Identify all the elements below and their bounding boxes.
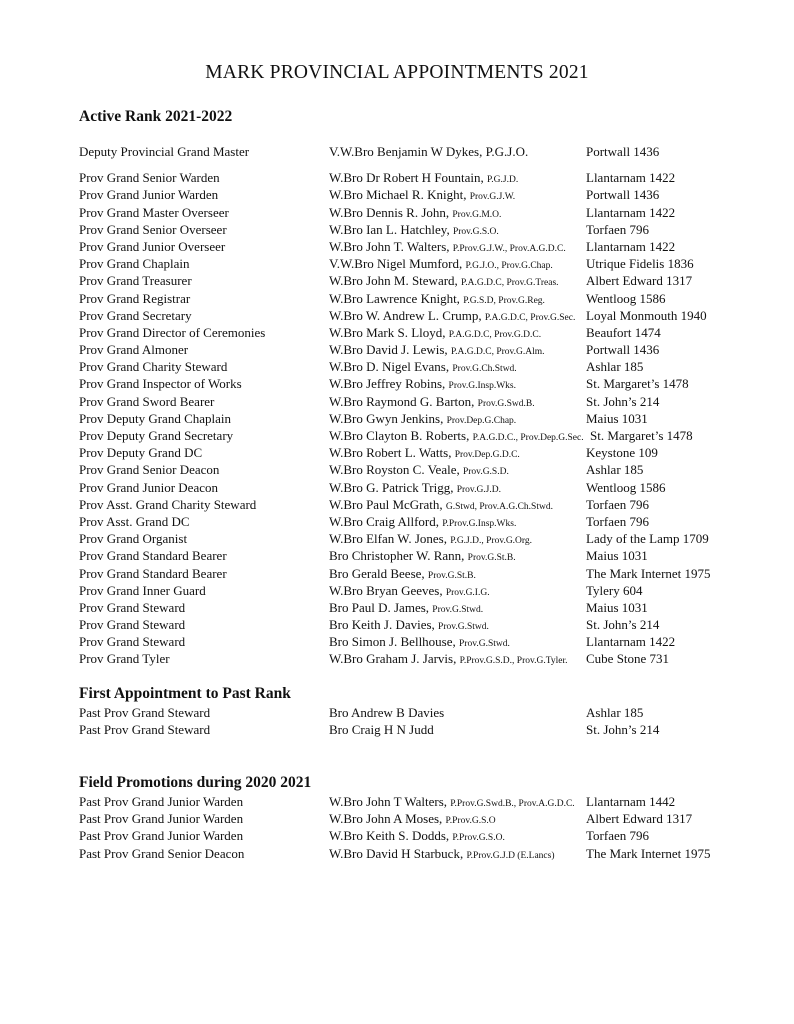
lodge: Ashlar 185 — [586, 705, 644, 720]
appointee — [329, 845, 555, 865]
appointee-honours: P.Prov.G.S.O. — [452, 833, 505, 844]
appointee-name: W.Bro Clayton B. Roberts, — [329, 428, 473, 443]
office-title: Prov Asst. Grand DC — [79, 513, 190, 529]
appointee-name: W.Bro Mark S. Lloyd, — [329, 324, 449, 340]
lodge: The Mark Internet 1975 — [586, 845, 711, 861]
lodge: St. Margaret’s 1478 — [590, 428, 693, 443]
office-title: Prov Grand Steward — [79, 617, 186, 633]
office-title: Prov Grand Junior Warden — [79, 187, 219, 203]
office-title: Prov Grand Junior Deacon — [79, 479, 218, 495]
lodge: Llantarnam 1422 — [586, 634, 676, 650]
lodge: Maius 1031 — [586, 410, 648, 426]
appointee-honours: Prov.G.Stwd. — [459, 639, 510, 650]
appointee-honours: P.A.G.D.C, Prov.G.Treas. — [461, 278, 559, 289]
appointee-honours: P.G.J.D., Prov.G.Org. — [450, 536, 533, 547]
section-heading-field-promotions: Field Promotions during 2020 2021 — [79, 774, 312, 791]
office-title: Prov Grand Secretary — [79, 307, 192, 323]
office-title: Past Prov Grand Junior Warden — [79, 811, 244, 827]
lodge: St. John’s 214 — [586, 393, 660, 409]
appointee-name: W.Bro Royston C. Veale, — [329, 462, 463, 478]
office-title: Prov Grand Inspector of Works — [79, 376, 242, 392]
appointee-name: W.Bro Jeffrey Robins, — [329, 376, 449, 392]
lodge: Ashlar 185 — [586, 359, 644, 375]
lodge: Albert Edward 1317 — [586, 811, 693, 827]
appointee-honours: P.A.G.D.C, Prov.G.Sec. — [484, 312, 576, 323]
office-title: Prov Grand Standard Bearer — [79, 548, 227, 564]
appointee-honours: P.Prov.G.J.D (E.Lancs) — [466, 850, 555, 861]
lodge: Ashlar 185 — [586, 462, 644, 478]
office-title: Prov Grand Almoner — [79, 342, 189, 358]
appointee-honours: Prov.G.Insp.Wks. — [448, 381, 516, 392]
office-title: Prov Grand Organist — [79, 531, 188, 547]
appointee-honours: Prov.G.Swd.B. — [477, 398, 535, 409]
appointee-honours: Prov.G.M.O. — [452, 209, 502, 220]
lodge: Portwall 1436 — [586, 187, 660, 203]
appointee-honours: Prov.G.S.O. — [452, 226, 499, 237]
office-title: Prov Grand Junior Overseer — [79, 238, 226, 254]
lodge: Portwall 1436 — [586, 144, 660, 159]
office-title: Prov Asst. Grand Charity Steward — [79, 496, 257, 512]
appointee-honours: Prov.G.J.W. — [469, 192, 516, 203]
office-title: Prov Grand Registrar — [79, 290, 191, 306]
office-title: Past Prov Grand Senior Deacon — [79, 845, 245, 861]
lodge: St. Margaret’s 1478 — [586, 376, 689, 392]
appointee-honours: P.Prov.G.Insp.Wks. — [442, 518, 517, 529]
appointee-name: W.Bro Michael R. Knight, — [329, 187, 470, 203]
appointee-honours: P.A.G.D.C., Prov.Dep.G.Sec. — [472, 433, 584, 443]
lodge: Keystone 109 — [586, 445, 658, 461]
office-title: Prov Grand Tyler — [79, 651, 170, 667]
lodge: The Mark Internet 1975 — [586, 565, 711, 581]
appointee-name: W.Bro Paul McGrath, — [329, 496, 446, 512]
appointee-honours: P.Prov.G.S.O — [445, 816, 496, 827]
lodge: Torfaen 796 — [586, 513, 649, 529]
lodge: St. John’s 214 — [586, 617, 660, 633]
lodge: St. John’s 214 — [586, 722, 660, 738]
office-title: Prov Grand Master Overseer — [79, 204, 229, 220]
office-title: Prov Grand Steward — [79, 599, 186, 615]
appointee-name: W.Bro Bryan Geeves, — [329, 582, 446, 598]
appointee-name: Bro Paul D. James, — [329, 599, 433, 615]
office-title: Prov Deputy Grand Chaplain — [79, 410, 232, 426]
office-title: Prov Grand Senior Warden — [79, 170, 220, 186]
appointee-name: W.Bro Keith S. Dodds, — [329, 828, 453, 844]
appointee-honours: P.Prov.G.S.D., Prov.G.Tyler. — [459, 656, 568, 667]
office-title: Deputy Provincial Grand Master — [79, 144, 250, 159]
appointee-honours: Prov.G.Ch.Stwd. — [452, 364, 517, 375]
lodge: Torfaen 796 — [586, 828, 649, 844]
office-title: Past Prov Grand Junior Warden — [79, 794, 244, 809]
appointee-name: W.Bro David J. Lewis, — [329, 342, 451, 358]
appointee-name: W.Bro David H Starbuck, — [329, 845, 467, 861]
office-title: Past Prov Grand Junior Warden — [79, 828, 244, 844]
lodge: Lady of the Lamp 1709 — [586, 531, 709, 547]
appointee-name: Bro Craig H N Judd — [329, 722, 434, 738]
appointee-honours: P.G.J.D. — [487, 175, 519, 186]
appointee-name: V.W.Bro Benjamin W Dykes, P.G.J.O. — [329, 144, 529, 159]
lodge: Torfaen 796 — [586, 221, 649, 237]
office-title: Prov Grand Senior Overseer — [79, 221, 227, 237]
lodge: Wentloog 1586 — [586, 479, 666, 495]
appointee-name: Bro Simon J. Bellhouse, — [329, 634, 460, 650]
appointee-honours: G.Stwd, Prov.A.G.Ch.Stwd. — [445, 501, 553, 512]
lodge: Cube Stone 731 — [586, 651, 670, 667]
appointee-honours: Prov.G.Stwd. — [438, 622, 489, 633]
appointee-honours: P.G.J.O., Prov.G.Chap. — [465, 261, 553, 272]
section-heading-active-rank: Active Rank 2021-2022 — [79, 108, 233, 125]
lodge: Llantarnam 1422 — [586, 170, 676, 186]
appointee-name: W.Bro G. Patrick Trigg, — [329, 479, 457, 495]
appointee-name: W.Bro D. Nigel Evans, — [329, 359, 453, 375]
office-title: Prov Grand Treasurer — [79, 273, 192, 289]
appointee-honours: Prov.G.St.B. — [427, 570, 476, 581]
office-title: Prov Grand Director of Ceremonies — [79, 324, 266, 340]
office-title: Prov Grand Senior Deacon — [79, 462, 220, 478]
lodge: Beaufort 1474 — [586, 324, 661, 340]
appointee-name: W.Bro Robert L. Watts, — [329, 445, 455, 461]
lodge: Tylery 604 — [586, 582, 643, 598]
office-title: Prov Grand Sword Bearer — [79, 393, 215, 409]
appointee-name: V.W.Bro Nigel Mumford, — [329, 256, 466, 272]
office-title: Prov Grand Chaplain — [79, 256, 190, 272]
appointee-honours: P.A.G.D.C, Prov.G.D.C. — [448, 329, 542, 340]
appointee-name: W.Bro John T Walters, — [329, 794, 451, 809]
appointee-honours: P.A.G.D.C, Prov.G.Alm. — [450, 347, 545, 358]
appointee-honours: Prov.G.I.G. — [445, 587, 490, 598]
appointee-name: Bro Christopher W. Rann, — [329, 548, 468, 564]
appointee-name: Bro Gerald Beese, — [329, 565, 428, 581]
office-title: Prov Grand Standard Bearer — [79, 565, 227, 581]
lodge: Maius 1031 — [586, 599, 648, 615]
appointee-name: W.Bro John T. Walters, — [329, 238, 453, 254]
lodge: Portwall 1436 — [586, 342, 660, 358]
appointee-honours: Prov.G.J.D. — [456, 484, 501, 495]
appointee-honours: Prov.Dep.G.Chap. — [446, 415, 517, 426]
appointee — [329, 650, 568, 670]
appointee-honours: P.Prov.G.Swd.B., Prov.A.G.D.C. — [450, 799, 575, 809]
office-title: Past Prov Grand Steward — [79, 705, 211, 720]
appointee-name: W.Bro Gwyn Jenkins, — [329, 410, 447, 426]
appointee-name: W.Bro Craig Allford, — [329, 513, 443, 529]
appointee-name: W.Bro Dennis R. John, — [329, 204, 453, 220]
lodge: Llantarnam 1442 — [586, 794, 676, 809]
appointee — [329, 143, 528, 163]
office-title: Prov Deputy Grand DC — [79, 445, 203, 461]
appointee-name: W.Bro Elfan W. Jones, — [329, 531, 451, 547]
appointee-name: W.Bro John A Moses, — [329, 811, 446, 827]
office-title: Prov Grand Steward — [79, 634, 186, 650]
page-title: MARK PROVINCIAL APPOINTMENTS 2021 — [205, 62, 589, 83]
appointee-name: W.Bro Lawrence Knight, — [329, 290, 464, 306]
appointee-name: W.Bro Raymond G. Barton, — [329, 393, 478, 409]
appointee-name: W.Bro John M. Steward, — [329, 273, 462, 289]
appointee-name: W.Bro Dr Robert H Fountain, — [329, 170, 488, 186]
appointee-honours: Prov.G.St.B. — [467, 553, 516, 564]
appointee — [329, 721, 434, 741]
lodge: Llantarnam 1422 — [586, 204, 676, 220]
lodge: Torfaen 796 — [586, 496, 649, 512]
appointee-name: Bro Andrew B Davies — [329, 705, 445, 720]
appointee-name: Bro Keith J. Davies, — [329, 617, 439, 633]
office-title: Prov Deputy Grand Secretary — [79, 428, 234, 443]
appointee-honours: Prov.G.Stwd. — [432, 604, 484, 615]
lodge: Albert Edward 1317 — [586, 273, 693, 289]
office-title: Past Prov Grand Steward — [79, 722, 211, 738]
lodge: Loyal Monmouth 1940 — [586, 307, 707, 323]
appointee-honours: Prov.Dep.G.D.C. — [454, 450, 520, 461]
appointee-honours: P.Prov.G.J.W., Prov.A.G.D.C. — [452, 243, 566, 254]
lodge: Wentloog 1586 — [586, 290, 666, 306]
appointee-name: W.Bro W. Andrew L. Crump, — [329, 307, 485, 323]
appointee-name: W.Bro Graham J. Jarvis, — [329, 651, 460, 667]
appointee-honours: P.G.S.D, Prov.G.Reg. — [463, 295, 545, 306]
lodge: Maius 1031 — [586, 548, 648, 564]
lodge: Utrique Fidelis 1836 — [586, 256, 694, 272]
lodge: Llantarnam 1422 — [586, 238, 676, 254]
section-heading-first-appointment: First Appointment to Past Rank — [79, 685, 291, 702]
appointee-honours: Prov.G.S.D. — [462, 467, 509, 478]
appointee-name: W.Bro Ian L. Hatchley, — [329, 221, 453, 237]
office-title: Prov Grand Charity Steward — [79, 359, 228, 375]
office-title: Prov Grand Inner Guard — [79, 582, 206, 598]
